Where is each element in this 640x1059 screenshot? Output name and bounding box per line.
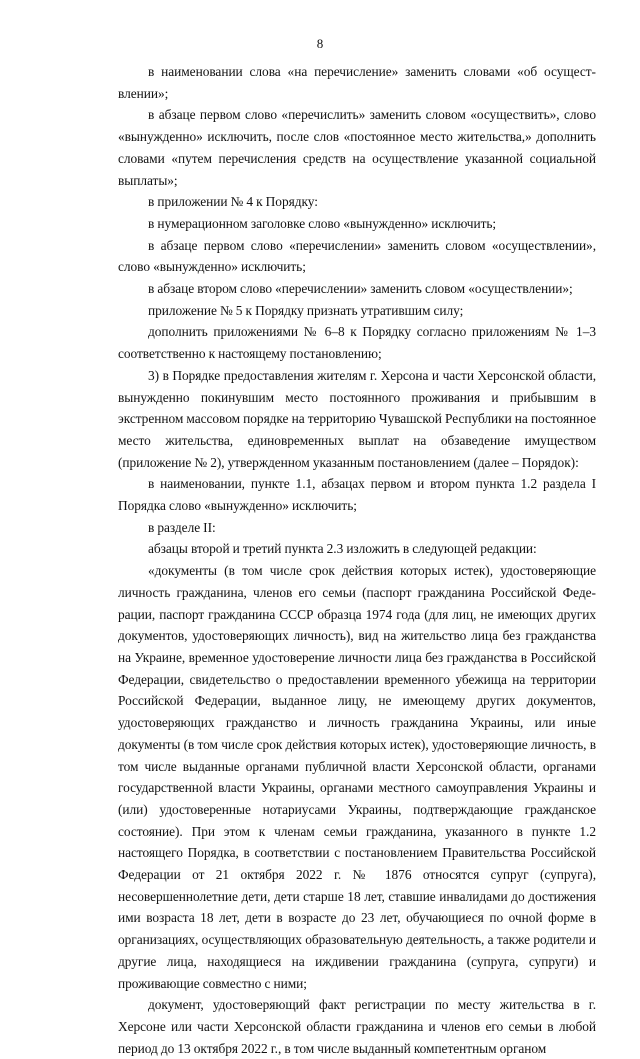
paragraph: документ, удостоверяющий факт регистрации по месту жительства в г. Херсоне или части Херсонской области гражданина и членов его семьи в любой период до 13 октября 2022 г., в том числе выданный компетентным органом	[118, 997, 596, 1056]
paragraph: дополнить приложениями № 6–8 к Порядку согласно приложениям № 1–3 соответственно к настоящему постановлению;	[118, 324, 596, 362]
paragraph: в абзаце втором слово «перечислении» заменить словом «осуществлении»;	[148, 281, 573, 297]
paragraph: в приложении № 4 к Порядку:	[148, 194, 318, 210]
paragraph: 3) в Порядке предоставления жителям г. Херсона и части Херсонской области, вынужденно покинувшим место постоянного проживания и прибывшим в экстренном массовом порядке на территорию Чувашской Республики на постоянное место жительства, единовременных выплат на обзаведение имуществом (приложение № 2), утвержденном указанным постановлением (далее – Порядок):	[118, 367, 596, 470]
paragraph: «документы (в том числе срок действия которых истек), удостоверяющие личность гражданина, членов его семьи (паспорт гражданина Российской Федерации, паспорт гражданина СССР образца 1974 года (для лиц, не имеющих других документов, удостоверяющих личность), вид на жительство лица без гражданства на Украине, временное удостоверение личности лица без гражданства в Российской Федерации, свидетельство о предоставлении временного убежища на территории Российской Федерации, выданное лицу, не имеющему других документов, удостоверяющих гражданство и личность гражданина Украины, или иные документы (в том числе срок действия которых истек), удостоверяющие личность, в том числе выданные органами публичной власти Херсонской области, органами государственной власти Украины, органами местного самоуправления Украины и (или) удостоверенные нотариусами Украины, подтверждающие гражданское состояние). При этом к членам семьи гражданина, указанного в пункте 1.2 настоящего Порядка, в соответствии с постановлением Правительства Российской Федерации от 21 октября 2022 г. № 1876 относятся супруг (супруга), несовершеннолетние дети, дети старше 18 лет, ставшие инвалидами до достижения ими возраста 18 лет, дети в возрасте до 23 лет, обучающиеся по очной форме в организациях, осуществляющих образовательную деятельность, а также родители и другие лица, находящиеся на иждивении гражданина (супруга, супруги) и проживающие совместно с ними;	[118, 563, 596, 991]
paragraph: в разделе II:	[148, 519, 216, 535]
paragraph: в абзаце первом слово «перечислить» заменить словом «осуществить», слово «вынужденно» исключить, после слов «постоянное место жительства,» дополнить словами «путем перечисления средств на осуществление указанной социальной выплаты»;	[118, 107, 596, 188]
page-number: 8	[316, 36, 324, 51]
paragraph: в нумерационном заголовке слово «вынужденно» исключить;	[148, 215, 497, 231]
paragraph: приложение № 5 к Порядку признать утратившим силу;	[148, 302, 464, 318]
paragraph: абзацы второй и третий пункта 2.3 изложить в следующей редакции:	[148, 541, 537, 557]
paragraph: в абзаце первом слово «перечислении» заменить словом «осуществлении», слово «вынужденно» исключить;	[118, 237, 596, 275]
paragraph: в наименовании слова «на перечисление» заменить словами «об осуществлении»;	[118, 64, 596, 101]
document-body	[118, 61, 596, 1059]
paragraph: в наименовании, пункте 1.1, абзацах первом и втором пункта 1.2 раздела I Порядка слово «вынужденно» исключить;	[118, 476, 596, 514]
